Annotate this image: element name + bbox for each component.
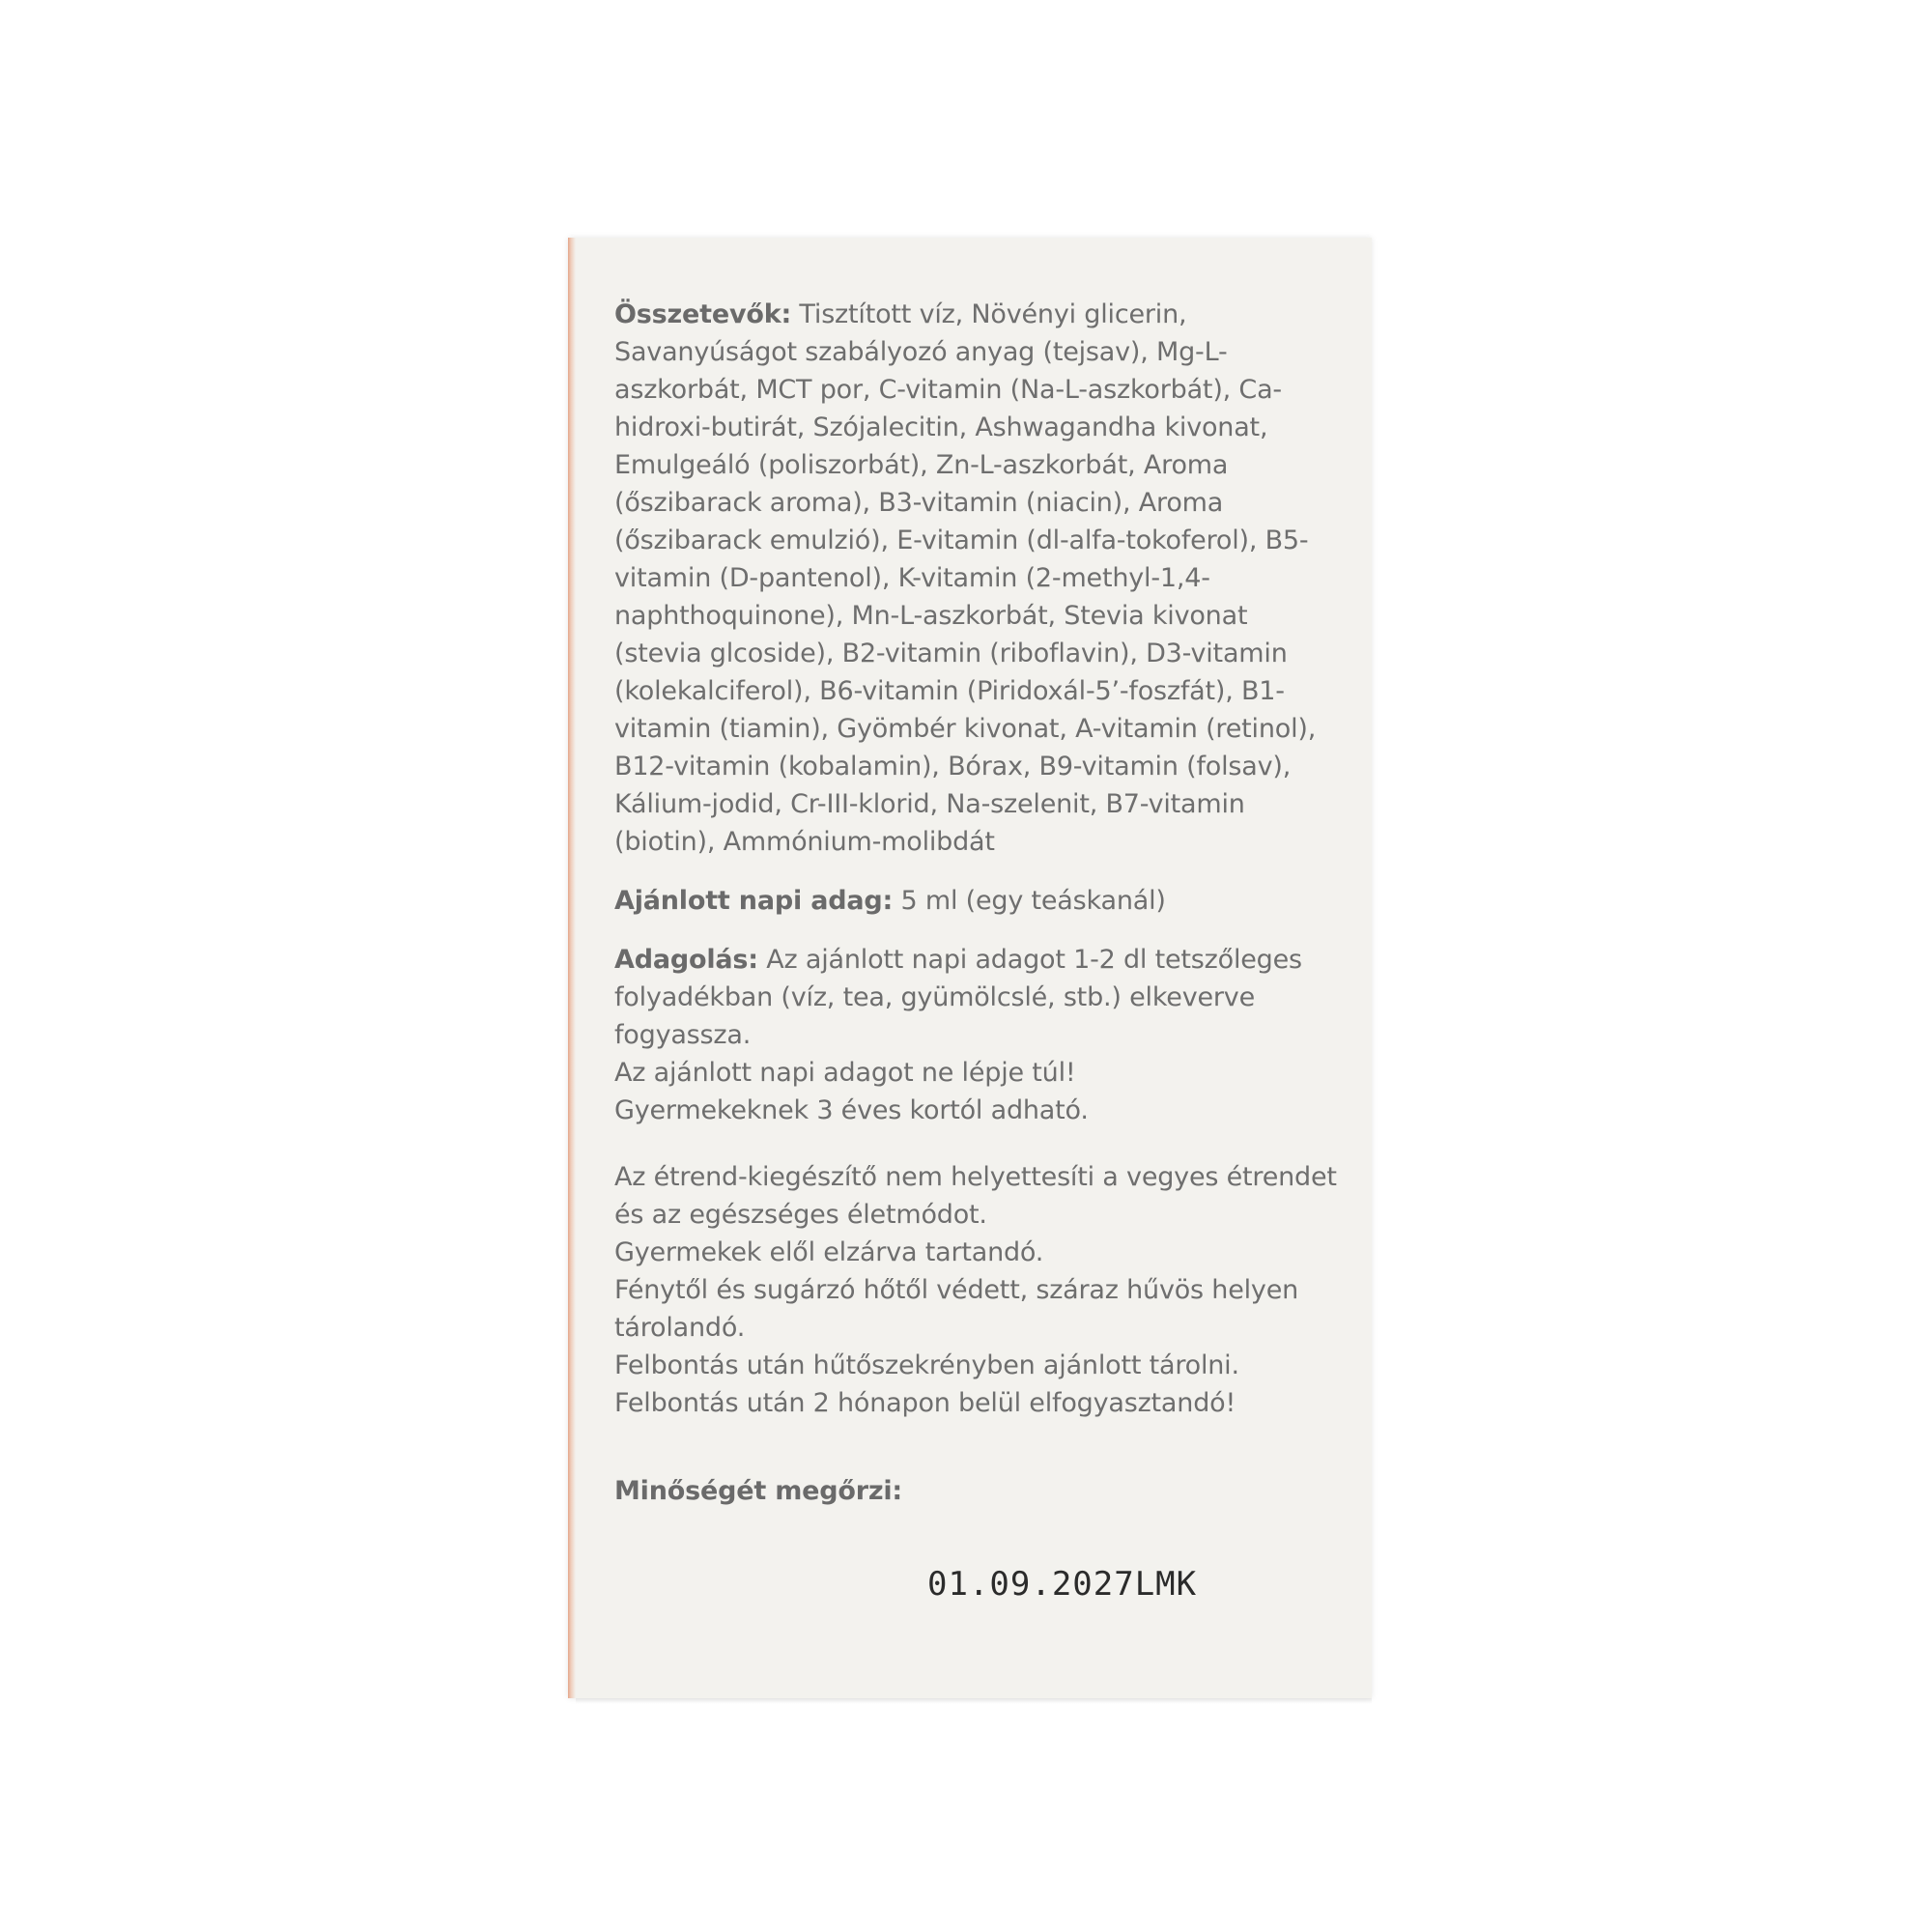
label-text bbox=[614, 296, 1341, 1510]
warning-line-5: Felbontás után 2 hónapon belül elfogyasztandó! bbox=[614, 1388, 1236, 1418]
warning-line-4: Felbontás után hűtőszekrényben ajánlott tárolni. bbox=[614, 1350, 1239, 1380]
dosage-label: Adagolás: bbox=[614, 945, 758, 975]
box-shadow bbox=[576, 1698, 1372, 1704]
warning-line-3: Fénytől és sugárzó hőtől védett, száraz hűvös helyen tárolandó. bbox=[614, 1275, 1299, 1343]
warning-line-1: Az étrend-kiegészítő nem helyettesíti a vegyes étrendet és az egészséges életmódot. bbox=[614, 1162, 1337, 1230]
warning-line-2: Gyermekek elől elzárva tartandó. bbox=[614, 1237, 1044, 1267]
ingredients-paragraph bbox=[614, 296, 1341, 861]
best-before-date: 01.09.2027LMK bbox=[927, 1565, 1198, 1604]
dosage-line-2: Az ajánlott napi adagot ne lépje túl! bbox=[614, 1058, 1076, 1088]
dose-label: Ajánlott napi adag: bbox=[614, 886, 894, 916]
dose-paragraph bbox=[614, 882, 1341, 920]
ingredients-text: Tisztított víz, Növényi glicerin, Savanyúságot szabályozó anyag (tejsav), Mg-L-aszkorbát, MCT por, C-vitamin (Na-L-aszkorbát), Ca-hidroxi-butirát, Szójalecitin, Ashwagandha kivonat, Emulgeáló (poliszorbát), Zn-L-aszkorbát, Aroma (őszibarack aroma), B3-vitamin (niacin), Aroma (őszibarack emulzió), E-vitamin (dl-alfa-tokoferol), B5-vitamin (D-pantenol), K-vitamin (2-methyl-1,4-naphthoquinone), Mn-L-aszkorbát, Stevia kivonat (stevia glcoside), B2-vitamin (riboflavin), D3-vitamin (kolekalciferol), B6-vitamin (Piridoxál-5’-foszfát), B1-vitamin (tiamin), Gyömbér kivonat, A-vitamin (retinol), B12-vitamin (kobalamin), Bórax, B9-vitamin (folsav), Kálium-jodid, Cr-III-klorid, Na-szelenit, B7-vitamin (biotin), Ammónium-molibdát bbox=[614, 299, 1317, 857]
dosage-paragraph bbox=[614, 941, 1341, 1054]
dose-text: 5 ml (egy teáskanál) bbox=[893, 886, 1166, 916]
dosage-text: Az ajánlott napi adagot 1-2 dl tetszőleges folyadékban (víz, tea, gyümölcslé, stb.) elkeverve fogyassza. bbox=[614, 945, 1302, 1050]
box-edge-accent bbox=[568, 238, 576, 1698]
dosage-line-3: Gyermekeknek 3 éves kortól adható. bbox=[614, 1095, 1089, 1125]
best-before-label: Minőségét megőrzi: bbox=[614, 1476, 903, 1506]
best-before-paragraph bbox=[614, 1472, 1341, 1510]
ingredients-label: Összetevők: bbox=[614, 299, 792, 329]
